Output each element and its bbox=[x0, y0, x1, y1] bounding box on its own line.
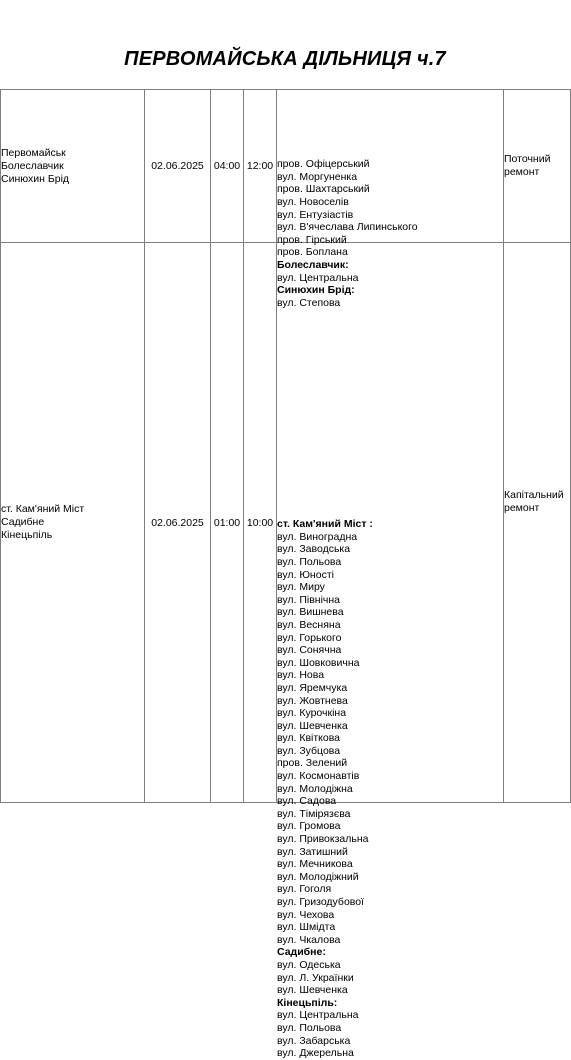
street-group-header: Садибне: bbox=[277, 946, 326, 959]
outage-schedule-table bbox=[0, 89, 571, 1060]
streets-cell bbox=[277, 243, 504, 1060]
street-item: вул. Забарська bbox=[277, 1034, 351, 1047]
street-item: пров. Боплана bbox=[277, 246, 348, 259]
location-cell bbox=[1, 90, 145, 243]
start-time-cell: 04:00 bbox=[211, 90, 244, 243]
street-item: вул. Степова bbox=[277, 296, 341, 309]
street-item: вул. Заводська bbox=[277, 543, 351, 556]
street-item: вул. Шевченка bbox=[277, 719, 348, 732]
street-item: вул. Вишнева bbox=[277, 606, 344, 619]
street-item: вул. Жовтнева bbox=[277, 694, 348, 707]
street-item: вул. Виноградна bbox=[277, 530, 358, 543]
street-item: вул. Нова bbox=[277, 669, 325, 682]
street-item: вул. Шовковична bbox=[277, 656, 360, 669]
street-item: вул. Зубцова bbox=[277, 744, 341, 757]
street-item: вул. Л. Українки bbox=[277, 971, 354, 984]
streets-cell bbox=[277, 90, 504, 309]
work-type-line: ремонт bbox=[504, 501, 540, 514]
street-item: вул. Гоголя bbox=[277, 883, 332, 896]
street-item: вул. Центральна bbox=[277, 1009, 359, 1022]
street-item: вул. Миру bbox=[277, 581, 325, 594]
street-item: вул. Космонавтів bbox=[277, 770, 360, 783]
street-group-header: Кінецьпіль: bbox=[277, 996, 338, 1009]
streets-list bbox=[277, 158, 503, 309]
street-item: вул. Шмідта bbox=[277, 921, 336, 934]
street-item: вул. Мечникова bbox=[277, 858, 353, 871]
street-item: пров. Зелений bbox=[277, 757, 348, 770]
streets-list bbox=[277, 518, 503, 1060]
end-time-cell: 10:00 bbox=[244, 243, 277, 803]
street-item: вул. Садова bbox=[277, 795, 337, 808]
street-item: пров. Офіцерський bbox=[277, 158, 370, 171]
street-item: вул. Затишний bbox=[277, 845, 348, 858]
street-item: вул. В'ячеслава Липинського bbox=[277, 221, 418, 234]
street-item: вул. Польова bbox=[277, 1021, 342, 1034]
location-line: ст. Кам'яний Міст bbox=[1, 503, 85, 515]
location-line: Кінецьпіль bbox=[1, 529, 53, 541]
street-item: вул. Квіткова bbox=[277, 732, 341, 745]
street-item: вул. Весняна bbox=[277, 618, 341, 631]
street-item: пров. Шахтарський bbox=[277, 183, 370, 196]
location-line: Синюхин Брід bbox=[1, 172, 70, 185]
street-item: вул. Чкалова bbox=[277, 933, 341, 946]
street-item: вул. Польова bbox=[277, 555, 342, 568]
street-item: вул. Чехова bbox=[277, 908, 335, 921]
street-item: вул. Горького bbox=[277, 631, 342, 644]
street-group-header: Синюхин Брід: bbox=[277, 284, 355, 297]
street-item: вул. Центральна bbox=[277, 271, 359, 284]
location-line: Первомайськ bbox=[1, 146, 66, 159]
street-item: вул. Гризодубової bbox=[277, 896, 364, 909]
start-time-cell: 01:00 bbox=[211, 243, 244, 803]
work-type-cell bbox=[504, 90, 571, 243]
street-item: вул. Новоселів bbox=[277, 195, 349, 208]
date-cell: 02.06.2025 bbox=[145, 90, 211, 243]
street-item: вул. Шевченка bbox=[277, 984, 348, 997]
street-item: пров. Гірський bbox=[277, 233, 347, 246]
location-cell bbox=[1, 243, 145, 803]
table-row bbox=[1, 243, 571, 803]
street-item: вул. Північна bbox=[277, 593, 341, 606]
work-type-line: Поточний bbox=[504, 153, 551, 165]
date-cell: 02.06.2025 bbox=[145, 243, 211, 803]
street-item: вул. Молодіжний bbox=[277, 870, 359, 883]
street-item: вул. Юності bbox=[277, 568, 334, 581]
street-item: вул. Одеська bbox=[277, 958, 341, 971]
work-type-cell bbox=[504, 243, 571, 803]
street-group-header: Болеславчик: bbox=[277, 258, 349, 271]
street-item: вул. Тімірязєва bbox=[277, 807, 351, 820]
location-line: Садибне bbox=[1, 516, 45, 528]
work-type-line: ремонт bbox=[504, 166, 540, 178]
work-type-line: Капітальний bbox=[504, 488, 564, 501]
street-item: вул. Сонячна bbox=[277, 644, 342, 657]
street-item: вул. Курочкіна bbox=[277, 707, 347, 720]
street-item: вул. Ентузіастів bbox=[277, 208, 354, 221]
table-row bbox=[1, 90, 571, 243]
end-time-cell: 12:00 bbox=[244, 90, 277, 243]
street-item: вул. Молодіжна bbox=[277, 782, 353, 795]
street-item: вул. Яремчука bbox=[277, 681, 348, 694]
street-item: вул. Джерельна bbox=[277, 1047, 354, 1060]
page-title: ПЕРВОМАЙСЬКА ДІЛЬНИЦЯ ч.7 bbox=[124, 48, 446, 70]
street-item: вул. Моргуненка bbox=[277, 170, 358, 183]
street-group-header: ст. Кам'яний Міст : bbox=[277, 518, 373, 531]
street-item: вул. Громова bbox=[277, 820, 341, 833]
street-item: вул. Привокзальна bbox=[277, 833, 369, 846]
location-line: Болеславчик bbox=[1, 159, 64, 172]
